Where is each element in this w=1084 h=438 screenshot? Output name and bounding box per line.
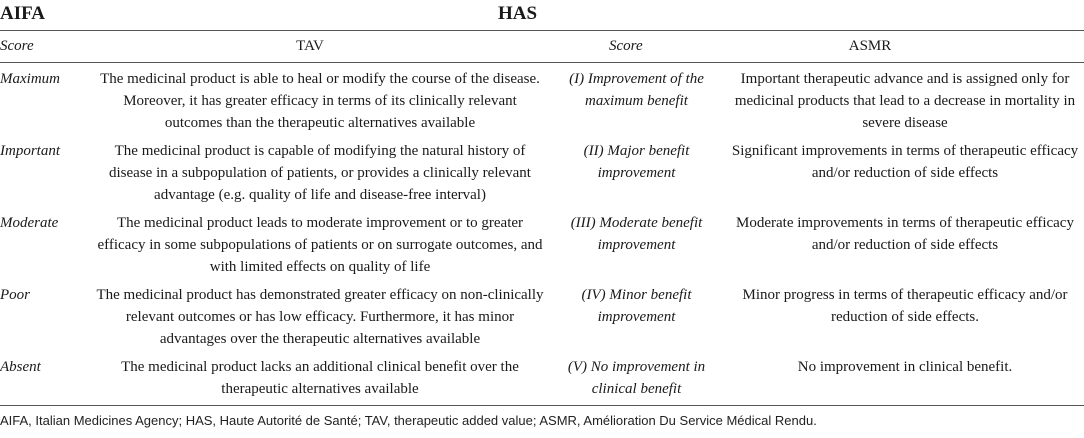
tav-score-cell: Poor [0, 287, 30, 303]
tav-description-cell: The medicinal product leads to moderate improvement or to greater efficacy in some subpopulations of patients or on surrogate outcomes, and with limited effects on quality of life [97, 215, 543, 275]
bottom-rule [0, 405, 1084, 406]
tav-description-cell: The medicinal product has demonstrated greater efficacy on non-clinically relevant outcomes or has low efficacy. Furthermore, it has minor advantages over the therapeutic alternatives available [96, 287, 544, 347]
asmr-column-header: ASMR [848, 38, 892, 54]
tav-description-cell: The medicinal product lacks an additional clinical benefit over the therapeutic alternatives available [121, 359, 519, 397]
asmr-score-cell: (IV) Minor benefit improvement [581, 287, 692, 325]
header-rule [0, 62, 1084, 63]
asmr-description-cell: Significant improvements in terms of therapeutic efficacy and/or reduction of side effects [731, 143, 1079, 181]
asmr-description-cell: No improvement in clinical benefit. [797, 359, 1013, 375]
tav-score-cell: Moderate [0, 215, 59, 231]
aifa-header: AIFA [0, 3, 46, 24]
top-rule [0, 30, 1084, 31]
tav-description-cell: The medicinal product is capable of modifying the natural history of disease in a subpopulation of patients, or provides a clinically relevant advantage (e.g. quality of life and disease-free interval) [109, 143, 531, 203]
tav-score-cell: Absent [0, 359, 41, 375]
has-header: HAS [498, 3, 538, 24]
score-column-header-right: Score [609, 38, 643, 54]
asmr-description-cell: Minor progress in terms of therapeutic efficacy and/or reduction of side effects. [742, 287, 1068, 325]
table-footnote: AIFA, Italian Medicines Agency; HAS, Haute Autorité de Santé; TAV, therapeutic added value; ASMR, Amélioration Du Service Médical Rendu. [0, 413, 817, 428]
score-column-header-left: Score [0, 38, 34, 54]
table-group-header [0, 0, 1084, 30]
tav-score-cell: Important [0, 143, 60, 159]
asmr-score-cell: (III) Moderate benefit improvement [570, 215, 703, 253]
column-header-row [0, 32, 1084, 62]
asmr-description-cell: Important therapeutic advance and is assigned only for medicinal products that lead to a decrease in mortality in severe disease [734, 71, 1076, 131]
tav-column-header: TAV [296, 38, 324, 54]
tav-score-cell: Maximum [0, 71, 60, 87]
asmr-description-cell: Moderate improvements in terms of therapeutic efficacy and/or reduction of side effects [736, 215, 1074, 253]
asmr-score-cell: (I) Improvement of the maximum benefit [569, 71, 704, 109]
tav-description-cell: The medicinal product is able to heal or modify the course of the disease. Moreover, it has greater efficacy in terms of its clinically relevant outcomes than the therapeutic alternatives available [100, 71, 540, 131]
asmr-score-cell: (II) Major benefit improvement [583, 143, 690, 181]
asmr-score-cell: (V) No improvement in clinical benefit [567, 359, 706, 397]
